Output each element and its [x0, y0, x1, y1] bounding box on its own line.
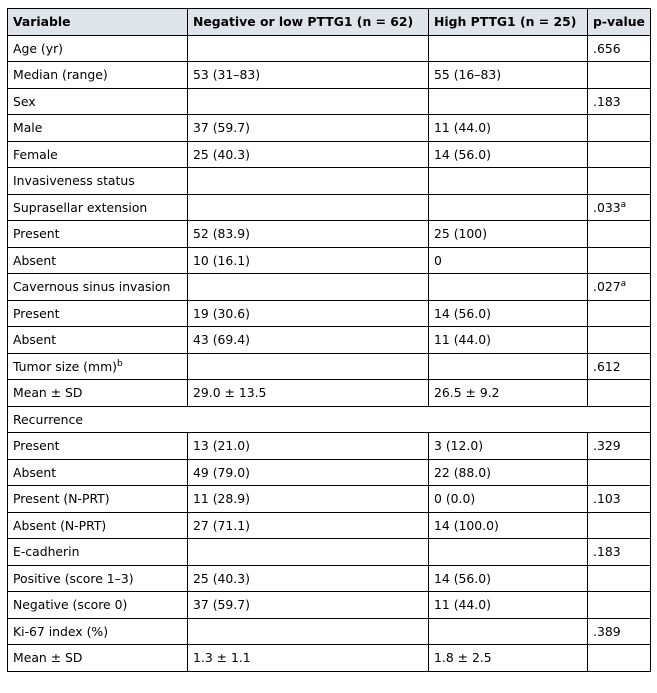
header-row: [8, 9, 651, 36]
cell-high: [429, 645, 588, 672]
cell-negative-low-text: 11 (28.9): [193, 491, 250, 507]
cell-high: [429, 327, 588, 354]
cell-variable-text: E-cadherin: [13, 544, 80, 560]
cell-high: [429, 168, 588, 195]
cell-negative-low-text: 53 (31–83): [193, 67, 261, 83]
table-row: [8, 247, 651, 274]
cell-high-text: 26.5 ± 9.2: [434, 385, 500, 401]
cell-p-value-text: .656: [593, 40, 621, 56]
cell-variable-text: Cavernous sinus invasion: [13, 279, 171, 295]
cell-high: [429, 459, 588, 486]
table-row: [8, 300, 651, 327]
cell-p-value-text: .329: [593, 438, 621, 454]
cell-high: [429, 274, 588, 301]
table-row: [8, 565, 651, 592]
cell-p-value: [588, 35, 651, 62]
table-container: [7, 8, 651, 672]
cell-high: [429, 115, 588, 142]
cell-high: [429, 565, 588, 592]
cell-negative-low: [188, 645, 429, 672]
cell-p-value-text: .103: [593, 491, 621, 507]
cell-negative-low: [188, 433, 429, 460]
cell-negative-low-text: 19 (30.6): [193, 305, 250, 321]
cell-p-value-text: .183: [593, 93, 621, 109]
cell-p-value: [588, 115, 651, 142]
cell-high-text: 14 (56.0): [434, 570, 491, 586]
cell-p-value: [588, 194, 651, 221]
cell-p-value: [588, 327, 651, 354]
cell-high-text: 1.8 ± 2.5: [434, 650, 492, 666]
cell-negative-low-text: 49 (79.0): [193, 464, 250, 480]
cell-negative-low: [188, 62, 429, 89]
cell-high: [429, 194, 588, 221]
cell-negative-low: [188, 459, 429, 486]
cell-negative-low-text: 29.0 ± 13.5: [193, 385, 267, 401]
cell-variable: [8, 115, 188, 142]
cell-negative-low: [188, 592, 429, 619]
table-row: [8, 141, 651, 168]
cell-variable-text: Mean ± SD: [13, 650, 83, 666]
cell-p-value-footnote-marker: a: [620, 199, 627, 210]
cell-negative-low-text: 43 (69.4): [193, 332, 250, 348]
cell-p-value: [588, 433, 651, 460]
cell-variable-text: Absent (N-PRT): [13, 517, 107, 533]
cell-high: [429, 433, 588, 460]
cell-variable: [8, 459, 188, 486]
cell-variable: [8, 62, 188, 89]
cell-high: [429, 221, 588, 248]
cell-high-text: 14 (100.0): [434, 517, 499, 533]
cell-p-value-text: .612: [593, 358, 621, 374]
cell-negative-low: [188, 618, 429, 645]
table-row: [8, 486, 651, 513]
table-row: [8, 327, 651, 354]
table-row: [8, 274, 651, 301]
cell-variable: [8, 247, 188, 274]
cell-negative-low: [188, 327, 429, 354]
cell-negative-low: [188, 168, 429, 195]
cell-variable-text: Present: [13, 305, 60, 321]
cell-variable-text: Female: [13, 146, 58, 162]
cell-negative-low: [188, 512, 429, 539]
cell-high-text: 55 (16–83): [434, 67, 502, 83]
table-row: [8, 168, 651, 195]
cell-negative-low: [188, 35, 429, 62]
table-row: [8, 406, 651, 433]
cell-variable: [8, 353, 188, 380]
cell-p-value: [588, 380, 651, 407]
cell-variable: [8, 168, 188, 195]
cell-variable-text: Median (range): [13, 67, 108, 83]
cell-variable: [8, 486, 188, 513]
cell-variable-text: Sex: [13, 93, 36, 109]
table-row: [8, 512, 651, 539]
cell-negative-low-text: 10 (16.1): [193, 252, 250, 268]
cell-negative-low: [188, 221, 429, 248]
cell-variable-text: Ki-67 index (%): [13, 623, 109, 639]
pttg1-comparison-table: [7, 8, 651, 672]
cell-variable-text: Positive (score 1–3): [13, 570, 134, 586]
cell-negative-low-text: 37 (59.7): [193, 120, 250, 136]
cell-p-value: [588, 221, 651, 248]
cell-negative-low-text: 37 (59.7): [193, 597, 250, 613]
cell-negative-low: [188, 247, 429, 274]
cell-variable: [8, 141, 188, 168]
cell-high-text: 11 (44.0): [434, 597, 491, 613]
cell-variable-text: Absent: [13, 332, 57, 348]
cell-p-value-text: .027: [593, 279, 621, 295]
cell-variable-text: Recurrence: [13, 411, 83, 427]
cell-p-value: [588, 539, 651, 566]
cell-p-value: [588, 565, 651, 592]
cell-p-value-text: .033: [593, 199, 621, 215]
cell-p-value-text: .389: [593, 623, 621, 639]
cell-p-value-text: .183: [593, 544, 621, 560]
cell-variable-text: Mean ± SD: [13, 385, 83, 401]
cell-high: [429, 539, 588, 566]
table-row: [8, 194, 651, 221]
cell-variable-text: Present: [13, 438, 60, 454]
cell-negative-low: [188, 539, 429, 566]
header-negative-low: Negative or low PTTG1 (n = 62): [188, 9, 429, 36]
cell-p-value: [588, 274, 651, 301]
cell-variable-text: Tumor size (mm): [13, 358, 117, 374]
cell-negative-low: [188, 274, 429, 301]
cell-negative-low: [188, 353, 429, 380]
table-row: [8, 592, 651, 619]
cell-variable-text: Absent: [13, 464, 57, 480]
table-row: [8, 380, 651, 407]
cell-variable: [8, 88, 188, 115]
cell-p-value-footnote-marker: a: [620, 279, 627, 290]
cell-p-value: [588, 459, 651, 486]
cell-negative-low-text: 25 (40.3): [193, 570, 250, 586]
cell-variable: [8, 433, 188, 460]
table-row: [8, 35, 651, 62]
cell-p-value: [588, 592, 651, 619]
cell-variable-text: Negative (score 0): [13, 597, 128, 613]
cell-high: [429, 380, 588, 407]
cell-high-text: 0: [434, 252, 442, 268]
cell-high: [429, 406, 588, 433]
table-row: [8, 115, 651, 142]
cell-variable: [8, 35, 188, 62]
cell-high: [429, 592, 588, 619]
cell-p-value: [588, 486, 651, 513]
cell-negative-low: [188, 565, 429, 592]
cell-high: [429, 35, 588, 62]
cell-negative-low-text: 52 (83.9): [193, 226, 250, 242]
cell-variable-text: Suprasellar extension: [13, 199, 148, 215]
cell-negative-low: [188, 194, 429, 221]
table-row: [8, 539, 651, 566]
table-row: [8, 88, 651, 115]
cell-p-value: [588, 353, 651, 380]
cell-high: [429, 88, 588, 115]
cell-p-value: [588, 512, 651, 539]
cell-variable: [8, 645, 188, 672]
cell-high: [429, 141, 588, 168]
cell-variable: [8, 274, 188, 301]
header-p-value: p-value: [588, 9, 651, 36]
table-row: [8, 353, 651, 380]
table-body: [8, 35, 651, 671]
table-row: [8, 645, 651, 672]
cell-high: [429, 353, 588, 380]
cell-p-value: [588, 300, 651, 327]
header-high: High PTTG1 (n = 25): [429, 9, 588, 36]
cell-high: [429, 62, 588, 89]
cell-negative-low: [188, 88, 429, 115]
cell-p-value: [588, 618, 651, 645]
cell-variable: [8, 618, 188, 645]
cell-high-text: 11 (44.0): [434, 120, 491, 136]
cell-p-value: [588, 88, 651, 115]
cell-variable: [8, 512, 188, 539]
header-variable: Variable: [8, 9, 188, 36]
cell-high-text: 11 (44.0): [434, 332, 491, 348]
cell-p-value: [588, 141, 651, 168]
cell-variable: [8, 592, 188, 619]
cell-variable-footnote-marker: b: [117, 358, 123, 369]
table-row: [8, 62, 651, 89]
cell-variable: [8, 194, 188, 221]
cell-p-value: [588, 406, 651, 433]
table-row: [8, 618, 651, 645]
cell-p-value: [588, 168, 651, 195]
cell-high-text: 14 (56.0): [434, 146, 491, 162]
cell-variable: [8, 380, 188, 407]
cell-negative-low: [188, 486, 429, 513]
cell-high: [429, 512, 588, 539]
cell-negative-low: [188, 380, 429, 407]
cell-p-value: [588, 645, 651, 672]
cell-high-text: 25 (100): [434, 226, 488, 242]
cell-negative-low-text: 27 (71.1): [193, 517, 250, 533]
cell-variable-text: Absent: [13, 252, 57, 268]
cell-variable: [8, 300, 188, 327]
cell-variable-text: Male: [13, 120, 43, 136]
cell-high: [429, 247, 588, 274]
cell-negative-low: [188, 115, 429, 142]
cell-variable: [8, 565, 188, 592]
cell-high-text: 0 (0.0): [434, 491, 476, 507]
cell-p-value: [588, 247, 651, 274]
cell-variable-text: Age (yr): [13, 40, 63, 56]
cell-negative-low-text: 25 (40.3): [193, 146, 250, 162]
cell-variable: [8, 539, 188, 566]
cell-negative-low-text: 1.3 ± 1.1: [193, 650, 251, 666]
cell-high-text: 3 (12.0): [434, 438, 484, 454]
cell-variable: [8, 221, 188, 248]
cell-p-value: [588, 62, 651, 89]
cell-variable-text: Invasiveness status: [13, 173, 135, 189]
cell-variable: [8, 327, 188, 354]
table-row: [8, 221, 651, 248]
cell-negative-low: [188, 141, 429, 168]
cell-high: [429, 300, 588, 327]
cell-variable: [8, 406, 429, 433]
cell-high-text: 14 (56.0): [434, 305, 491, 321]
cell-negative-low-text: 13 (21.0): [193, 438, 250, 454]
cell-negative-low: [188, 300, 429, 327]
table-row: [8, 459, 651, 486]
cell-variable-text: Present: [13, 226, 60, 242]
cell-high: [429, 486, 588, 513]
cell-high-text: 22 (88.0): [434, 464, 491, 480]
cell-variable-text: Present (N-PRT): [13, 491, 110, 507]
cell-high: [429, 618, 588, 645]
table-row: [8, 433, 651, 460]
